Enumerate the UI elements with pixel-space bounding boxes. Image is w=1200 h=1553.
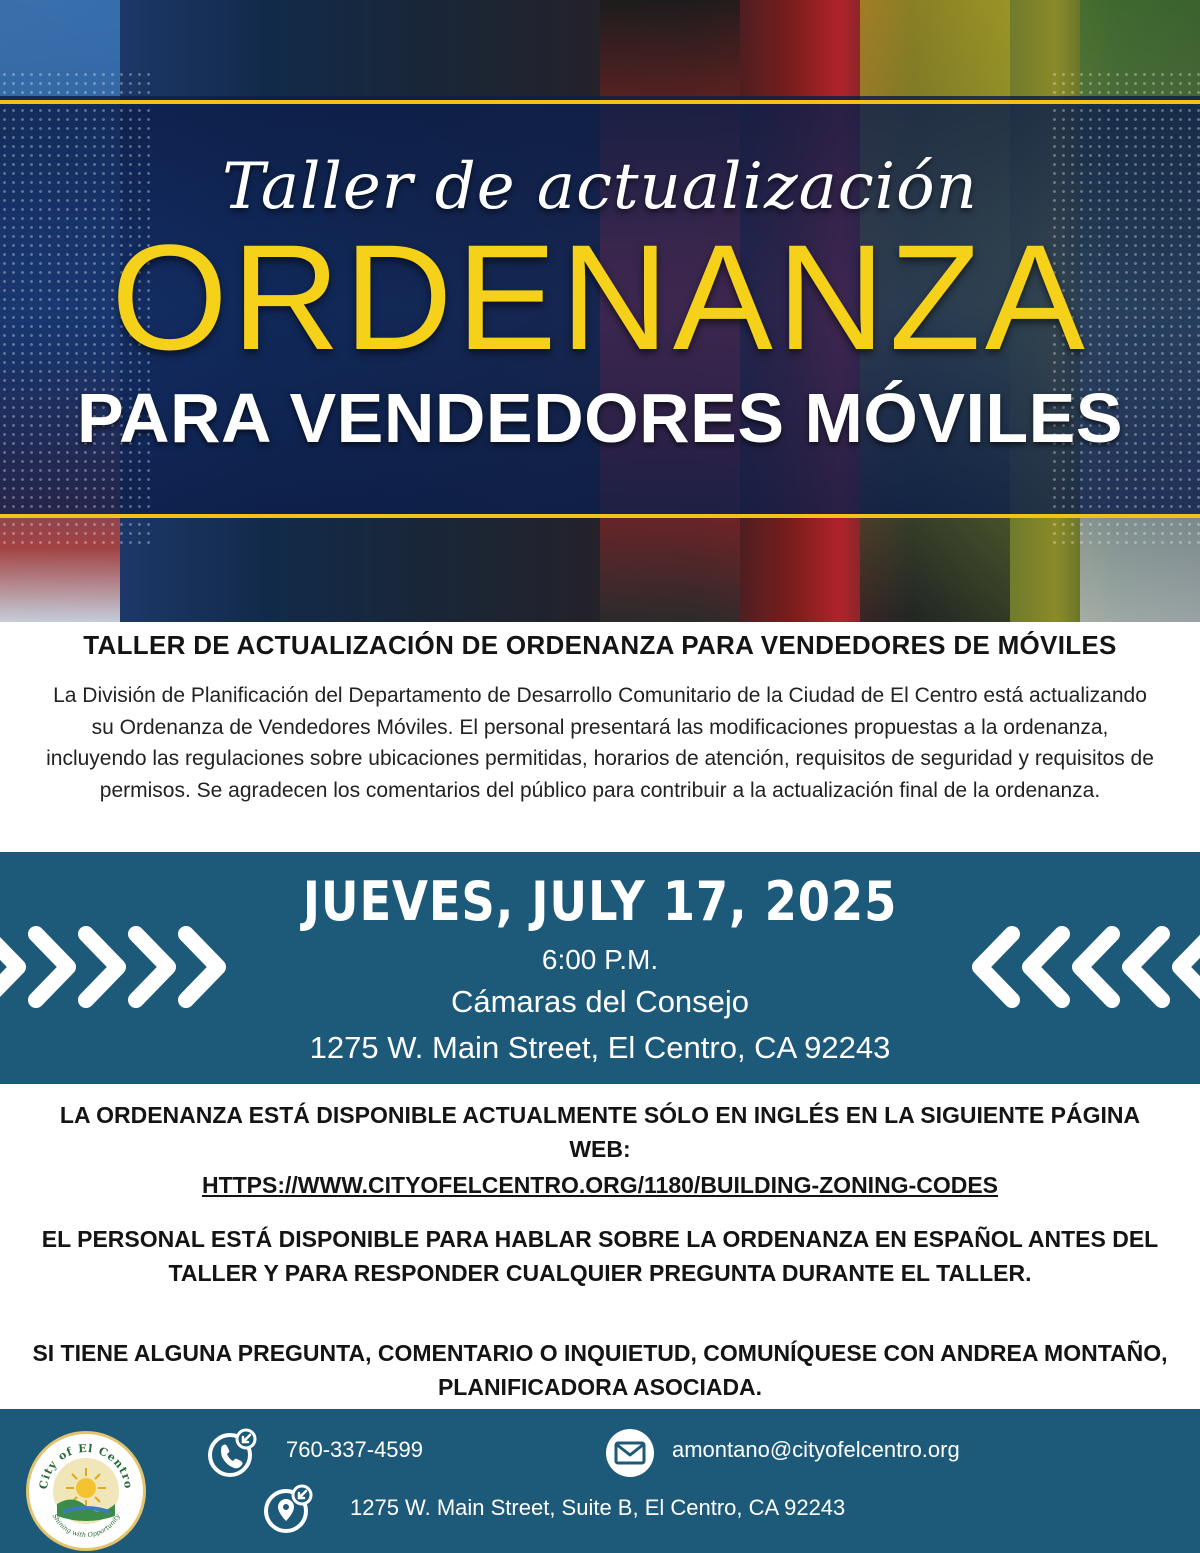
event-location: Cámaras del Consejo [450,984,750,1019]
city-seal-logo [26,1431,146,1551]
event-details-band [0,852,1200,1084]
svg-text:City of El Centro: City of El Centro [36,1441,136,1491]
gold-divider-bottom [0,514,1200,518]
hero-banner [0,0,1200,622]
hero-main-title: ORDENANZA [111,213,1089,381]
contact-notice: SI TIENE ALGUNA PREGUNTA, COMENTARIO O INQUIETUD, COMUNÍQUESE CON ANDREA MONTAÑO, PLANIFICADORA ASOCIADA. [32,1340,1168,1400]
email-icon [604,1427,656,1479]
event-date: JUEVES, JULY 17, 2025 [302,870,898,933]
phone-icon [206,1427,258,1479]
staff-notice: EL PERSONAL ESTÁ DISPONIBLE PARA HABLAR SOBRE LA ORDENANZA EN ESPAÑOL ANTES DEL TALLER Y PARA RESPONDER CUALQUIER PREGUNTA DURANTE EL TALLER. [41,1226,1159,1286]
svg-text:Shining with Opportunity: Shining with Opportunity [50,1512,122,1540]
availability-notice: LA ORDENANZA ESTÁ DISPONIBLE ACTUALMENTE SÓLO EN INGLÉS EN LA SIGUIENTE PÁGINA WEB: [59,1102,1141,1162]
event-address: 1275 W. Main Street, El Centro, CA 92243 [309,1030,891,1065]
hero-subtitle: PARA VENDEDORES MÓVILES [76,379,1124,457]
contact-address: 1275 W. Main Street, Suite B, El Centro, CA 92243 [350,1495,846,1520]
intro-paragraph: La División de Planificación del Departamento de Desarrollo Comunitario de la Ciudad de El Centro está actualizando su Ordenanza de Vendedores Móviles. El personal presentará las modificaciones propuestas a la ordenanza, incluyendo las regulaciones sobre ubicaciones permitidas, horarios de atención, requisitos de seguridad y requisitos de permisos. Se agradecen los comentarios del público para contribuir a la actualización final de la ordenanza. [46,684,1154,802]
gold-divider-top [0,100,1200,104]
chevrons-left-icon [972,912,1200,1022]
intro-heading: TALLER DE ACTUALIZACIÓN DE ORDENANZA PARA VENDEDORES DE MÓVILES [83,630,1117,660]
contact-footer [0,1409,1200,1553]
event-time: 6:00 P.M. [541,944,659,975]
ordinance-link[interactable]: HTTPS://WWW.CITYOFELCENTRO.ORG/1180/BUILDING-ZONING-CODES [201,1172,999,1198]
hero-script-title: Taller de actualización [222,150,978,224]
location-pin-icon [262,1483,314,1535]
contact-email[interactable]: amontano@cityofelcentro.org [672,1437,960,1462]
contact-phone[interactable]: 760-337-4599 [286,1437,424,1462]
